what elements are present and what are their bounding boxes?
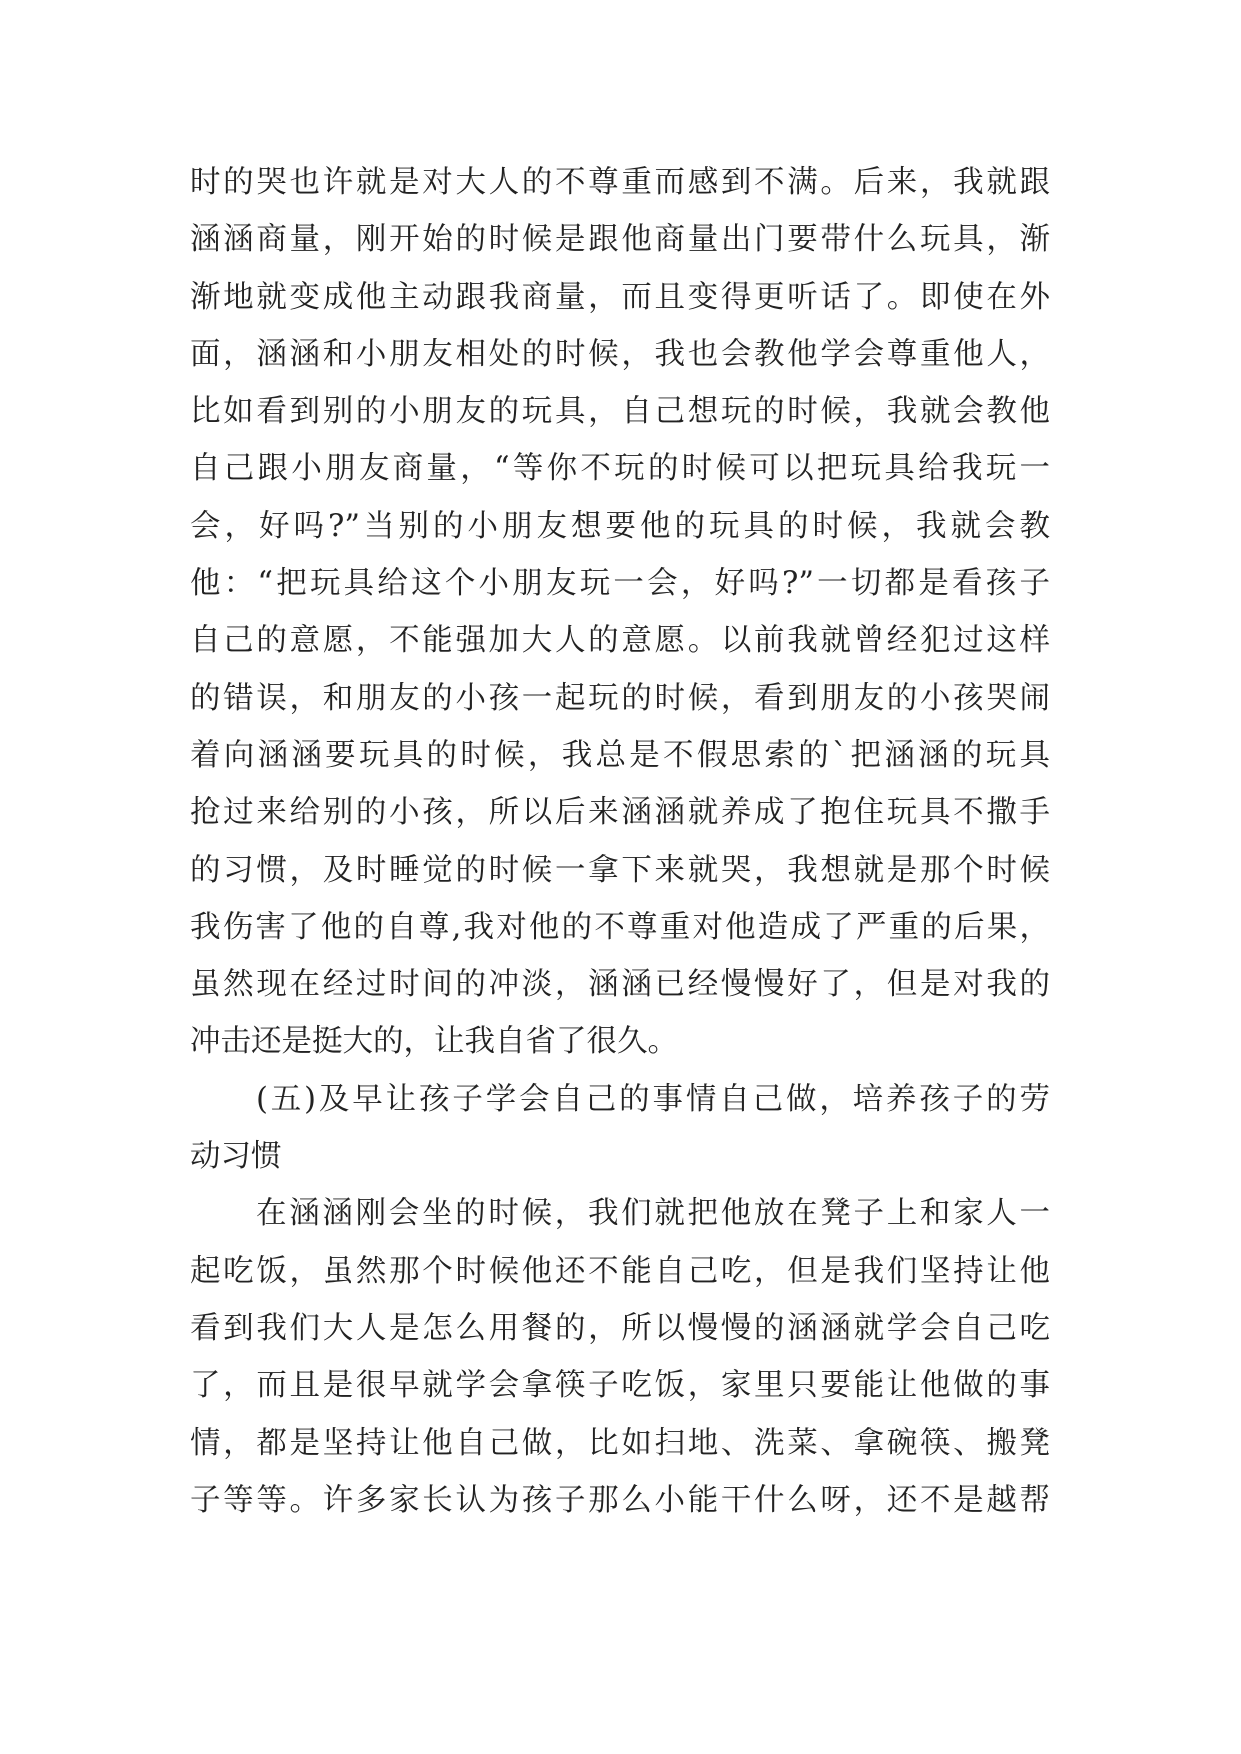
text-line: 的错误，和朋友的小孩一起玩的时候，看到朋友的小孩哭闹 xyxy=(190,680,1050,716)
text-line: 涵涵商量，刚开始的时候是跟他商量出门要带什么玩具，渐 xyxy=(190,222,1050,258)
text-line: 时的哭也许就是对大人的不尊重而感到不满。后来，我就跟 xyxy=(190,165,1050,200)
text-line: 子等等。许多家长认为孩子那么小能干什么呀，还不是越帮 xyxy=(190,1482,1050,1518)
heading-line: (五)及早让孩子学会自己的事情自己做，培养孩子的劳 xyxy=(256,1081,1050,1117)
text-line: 虽然现在经过时间的冲淡，涵涵已经慢慢好了，但是对我的 xyxy=(190,967,1050,1003)
text-line: 他：“把玩具给这个小朋友玩一会，好吗?”一切都是看孩子 xyxy=(190,566,1050,602)
paragraph-2 xyxy=(190,1185,1050,1529)
text-line: 着向涵涵要玩具的时候，我总是不假思索的`把涵涵的玩具 xyxy=(190,737,1050,773)
text-line: 自己的意愿，不能强加大人的意愿。以前我就曾经犯过这样 xyxy=(190,623,1050,659)
text-line: 情，都是坚持让他自己做，比如扫地、洗菜、拿碗筷、搬凳 xyxy=(190,1425,1050,1461)
paragraph-1 xyxy=(190,154,1050,1071)
text-line: 面，涵涵和小朋友相处的时候，我也会教他学会尊重他人， xyxy=(190,336,1050,372)
text-line: 了，而且是很早就学会拿筷子吃饭，家里只要能让他做的事 xyxy=(190,1368,1050,1404)
text-line: 在涵涵刚会坐的时候，我们就把他放在凳子上和家人一 xyxy=(256,1196,1050,1232)
text-line: 起吃饭，虽然那个时候他还不能自己吃，但是我们坚持让他 xyxy=(190,1253,1050,1289)
text-line: 看到我们大人是怎么用餐的，所以慢慢的涵涵就学会自己吃 xyxy=(190,1310,1050,1346)
section-heading-5 xyxy=(190,1071,1050,1186)
text-line: 的习惯，及时睡觉的时候一拿下来就哭，我想就是那个时候 xyxy=(190,852,1050,888)
text-line: 冲击还是挺大的，让我自省了很久。 xyxy=(190,1024,678,1060)
text-line: 自己跟小朋友商量，“等你不玩的时候可以把玩具给我玩一 xyxy=(190,451,1050,487)
document-body xyxy=(190,154,1050,1529)
text-line: 比如看到别的小朋友的玩具，自己想玩的时候，我就会教他 xyxy=(190,394,1050,430)
text-line: 我伤害了他的自尊,我对他的不尊重对他造成了严重的后果， xyxy=(190,909,1050,945)
text-line: 会，好吗?”当别的小朋友想要他的玩具的时候，我就会教 xyxy=(190,508,1050,544)
heading-line: 动习惯 xyxy=(190,1139,282,1175)
text-line: 抢过来给别的小孩，所以后来涵涵就养成了抱住玩具不撒手 xyxy=(190,795,1050,831)
text-line: 渐地就变成他主动跟我商量，而且变得更听话了。即使在外 xyxy=(190,279,1050,315)
